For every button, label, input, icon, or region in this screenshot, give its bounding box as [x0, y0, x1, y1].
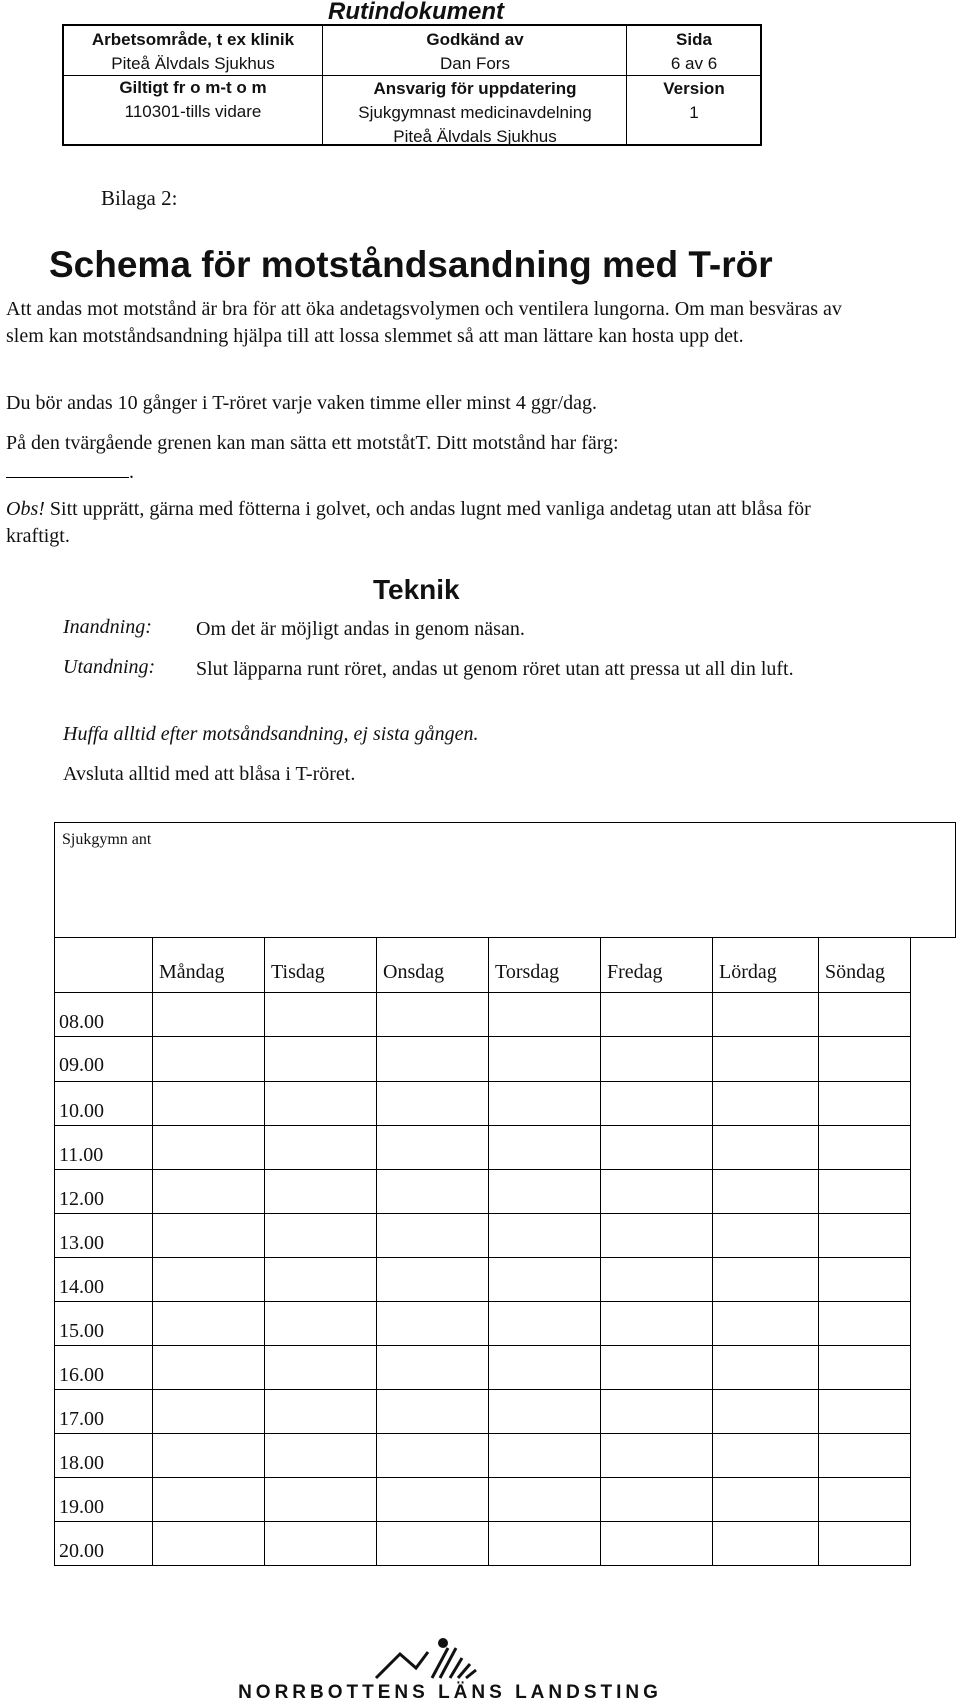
- schedule-cell[interactable]: [713, 1258, 819, 1302]
- responsible-value-1: Sjukgymnast medicinavdelning: [358, 103, 592, 122]
- schedule-cell[interactable]: [713, 1434, 819, 1478]
- schedule-cell[interactable]: [153, 993, 265, 1037]
- schedule-cell[interactable]: [601, 1302, 713, 1346]
- schedule-cell[interactable]: [265, 1390, 377, 1434]
- table-row: [55, 1434, 911, 1478]
- schedule-cell[interactable]: [601, 1214, 713, 1258]
- resistance-text: På den tvärgående grenen kan man sätta ett motståtT. Ditt motstånd har färg:: [6, 432, 619, 454]
- time-label: 19.00: [55, 1478, 153, 1522]
- inhale-text: Om det är möjligt andas in genom näsan.: [196, 618, 525, 640]
- schedule-cell[interactable]: [489, 1082, 601, 1126]
- logo-text: NORRBOTTENS LÄNS LANDSTING: [238, 1682, 662, 1703]
- schedule-cell[interactable]: [713, 1522, 819, 1566]
- day-header-5: Lördag: [713, 938, 819, 993]
- time-label: 12.00: [55, 1170, 153, 1214]
- valid-value: 110301-tills vidare: [124, 102, 262, 121]
- time-label: 08.00: [55, 993, 153, 1037]
- schedule-cell[interactable]: [153, 1390, 265, 1434]
- schedule-cell[interactable]: [153, 1434, 265, 1478]
- schedule-cell[interactable]: [153, 1082, 265, 1126]
- table-row: [55, 1390, 911, 1434]
- schedule-cell[interactable]: [601, 1522, 713, 1566]
- schedule-cell[interactable]: [601, 1082, 713, 1126]
- version-value: 1: [689, 103, 699, 122]
- time-label: 10.00: [55, 1082, 153, 1126]
- schedule-cell[interactable]: [377, 1478, 489, 1522]
- time-label: 14.00: [55, 1258, 153, 1302]
- finish-instruction: Avsluta alltid med att blåsa i T-röret.: [63, 763, 356, 785]
- physiotherapist-notes-box[interactable]: [54, 822, 956, 938]
- schedule-cell[interactable]: [377, 1390, 489, 1434]
- schedule-cell[interactable]: [601, 1390, 713, 1434]
- table-row: [55, 1082, 911, 1126]
- table-row: [55, 1522, 911, 1566]
- header-valid-cell: [64, 76, 322, 124]
- schedule-cell[interactable]: [601, 1434, 713, 1478]
- header-area-cell: [64, 28, 322, 76]
- schedule-cell[interactable]: [153, 1302, 265, 1346]
- color-blank-line: [6, 457, 129, 478]
- version-label: Version: [663, 79, 725, 98]
- page-title: Schema för motståndsandning med T-rör: [49, 244, 773, 285]
- schedule-cell[interactable]: [377, 1214, 489, 1258]
- schedule-cell[interactable]: [713, 1126, 819, 1170]
- schedule-cell[interactable]: [265, 1434, 377, 1478]
- schedule-cell[interactable]: [489, 1434, 601, 1478]
- schedule-cell[interactable]: [153, 1522, 265, 1566]
- schedule-cell[interactable]: [265, 1082, 377, 1126]
- resistance-end: .: [129, 461, 134, 483]
- document-type-title: Rutindokument: [328, 0, 504, 25]
- schedule-cell[interactable]: [601, 1037, 713, 1082]
- inhale-label: Inandning:: [63, 616, 152, 638]
- schedule-cell[interactable]: [265, 1258, 377, 1302]
- schedule-cell[interactable]: [265, 993, 377, 1037]
- schedule-cell[interactable]: [713, 993, 819, 1037]
- table-row: [55, 1214, 911, 1258]
- table-row: [55, 1037, 911, 1082]
- day-header-0: Måndag: [153, 938, 265, 993]
- schedule-cell[interactable]: [377, 1302, 489, 1346]
- schedule-body: [55, 993, 911, 1566]
- organization-logo: [200, 1634, 700, 1704]
- schedule-cell[interactable]: [377, 1522, 489, 1566]
- table-row: [55, 1126, 911, 1170]
- schedule-cell[interactable]: [153, 1170, 265, 1214]
- exhale-label: Utandning:: [63, 656, 156, 678]
- time-label: 18.00: [55, 1434, 153, 1478]
- table-row: [55, 1346, 911, 1390]
- schedule-cell[interactable]: [489, 1214, 601, 1258]
- table-row: [55, 1258, 911, 1302]
- schedule-cell[interactable]: [601, 1170, 713, 1214]
- time-label: 20.00: [55, 1522, 153, 1566]
- schedule-cell[interactable]: [153, 1478, 265, 1522]
- day-header-row: [55, 938, 911, 993]
- time-label: 11.00: [55, 1126, 153, 1170]
- schedule-cell[interactable]: [377, 1126, 489, 1170]
- page-value: 6 av 6: [670, 54, 718, 73]
- schedule-cell[interactable]: [489, 1302, 601, 1346]
- approved-label: Godkänd av: [426, 30, 524, 49]
- schedule-cell[interactable]: [489, 1390, 601, 1434]
- schedule-cell[interactable]: [601, 1478, 713, 1522]
- day-header-6: Söndag: [819, 938, 911, 993]
- schedule-cell[interactable]: [489, 1258, 601, 1302]
- schedule-cell[interactable]: [713, 1390, 819, 1434]
- schedule-cell[interactable]: [819, 1390, 911, 1434]
- schedule-cell[interactable]: [377, 1434, 489, 1478]
- schedule-cell[interactable]: [489, 1126, 601, 1170]
- schedule-cell[interactable]: [713, 1478, 819, 1522]
- schedule-cell[interactable]: [153, 1126, 265, 1170]
- area-value: Piteå Älvdals Sjukhus: [111, 54, 275, 73]
- schedule-cell[interactable]: [377, 1258, 489, 1302]
- schedule-cell[interactable]: [377, 1346, 489, 1390]
- schedule-cell[interactable]: [819, 1522, 911, 1566]
- schedule-cell[interactable]: [377, 993, 489, 1037]
- schedule-cell[interactable]: [713, 1170, 819, 1214]
- page-label: Sida: [676, 30, 712, 49]
- area-label: Arbetsområde, t ex klinik: [91, 30, 295, 49]
- corner-cell: [55, 938, 153, 993]
- schedule-cell[interactable]: [819, 1170, 911, 1214]
- schedule-cell[interactable]: [713, 1037, 819, 1082]
- frequency-paragraph: Du bör andas 10 gånger i T-röret varje vaken timme eller minst 4 ggr/dag.: [6, 392, 597, 414]
- schedule-cell[interactable]: [153, 1214, 265, 1258]
- obs-label: Obs!: [6, 498, 45, 520]
- responsible-value-2: Piteå Älvdals Sjukhus: [393, 127, 557, 146]
- schedule-cell[interactable]: [819, 1434, 911, 1478]
- schedule-cell[interactable]: [713, 1346, 819, 1390]
- schedule-cell[interactable]: [819, 1258, 911, 1302]
- schedule-cell[interactable]: [819, 1302, 911, 1346]
- schedule-cell[interactable]: [265, 1346, 377, 1390]
- schedule-cell[interactable]: [713, 1082, 819, 1126]
- schedule-cell[interactable]: [265, 1302, 377, 1346]
- schedule-cell[interactable]: [819, 1126, 911, 1170]
- schedule-cell[interactable]: [489, 1478, 601, 1522]
- huffa-instruction: Huffa alltid efter motsåndsandning, ej sista gången.: [63, 723, 479, 745]
- schedule-cell[interactable]: [601, 993, 713, 1037]
- technique-heading: Teknik: [373, 574, 460, 605]
- schedule-cell[interactable]: [377, 1037, 489, 1082]
- weekly-schedule-table: [54, 937, 911, 1566]
- schedule-cell[interactable]: [819, 1082, 911, 1126]
- schedule-cell[interactable]: [601, 1258, 713, 1302]
- approved-value: Dan Fors: [440, 54, 510, 73]
- header-col3: [626, 26, 761, 144]
- obs-paragraph: [6, 496, 846, 550]
- schedule-cell[interactable]: [819, 1037, 911, 1082]
- schedule-cell[interactable]: [601, 1346, 713, 1390]
- time-label: 16.00: [55, 1346, 153, 1390]
- table-row: [55, 1302, 911, 1346]
- schedule-cell[interactable]: [713, 1302, 819, 1346]
- schedule-cell[interactable]: [819, 1214, 911, 1258]
- schedule-cell[interactable]: [265, 1214, 377, 1258]
- logo-mark-icon: [200, 1634, 700, 1682]
- day-header-1: Tisdag: [265, 938, 377, 993]
- schedule-cell[interactable]: [265, 1037, 377, 1082]
- appendix-label: Bilaga 2:: [101, 186, 178, 210]
- table-row: [55, 993, 911, 1037]
- schedule-cell[interactable]: [265, 1170, 377, 1214]
- day-header-4: Fredag: [601, 938, 713, 993]
- document-header-table: [62, 24, 762, 146]
- schedule-cell[interactable]: [265, 1522, 377, 1566]
- time-label: 17.00: [55, 1390, 153, 1434]
- schedule-cell[interactable]: [265, 1478, 377, 1522]
- notes-label: Sjukgymn ant: [62, 831, 152, 848]
- schedule-cell[interactable]: [819, 1346, 911, 1390]
- schedule-cell[interactable]: [377, 1082, 489, 1126]
- resistance-paragraph: [6, 430, 846, 486]
- schedule-cell[interactable]: [265, 1126, 377, 1170]
- intro-paragraph: Att andas mot motstånd är bra för att öka andetagsvolymen och ventilera lungorna. Om man besväras av slem kan motståndsandning hjälpa till att lossa slemmet så att man lättare kan hosta upp det.: [6, 298, 842, 347]
- day-header-2: Onsdag: [377, 938, 489, 993]
- schedule-cell[interactable]: [819, 1478, 911, 1522]
- schedule-cell[interactable]: [713, 1214, 819, 1258]
- responsible-label: Ansvarig för uppdatering: [373, 79, 577, 98]
- schedule-cell[interactable]: [153, 1037, 265, 1082]
- table-row: [55, 1170, 911, 1214]
- schedule-cell[interactable]: [489, 1346, 601, 1390]
- header-col2: [322, 26, 627, 144]
- schedule-cell[interactable]: [153, 1258, 265, 1302]
- schedule-cell[interactable]: [153, 1346, 265, 1390]
- day-header-3: Torsdag: [489, 938, 601, 993]
- schedule-cell[interactable]: [601, 1126, 713, 1170]
- schedule-cell[interactable]: [489, 1170, 601, 1214]
- schedule-cell[interactable]: [819, 993, 911, 1037]
- time-label: 09.00: [55, 1037, 153, 1082]
- time-label: 13.00: [55, 1214, 153, 1258]
- time-label: 15.00: [55, 1302, 153, 1346]
- valid-label: Giltigt fr o m-t o m: [119, 78, 267, 97]
- schedule-cell[interactable]: [377, 1170, 489, 1214]
- schedule-cell[interactable]: [489, 993, 601, 1037]
- schedule-cell[interactable]: [489, 1037, 601, 1082]
- table-row: [55, 1478, 911, 1522]
- exhale-text: Slut läpparna runt röret, andas ut genom röret utan att pressa ut all din luft.: [196, 658, 794, 680]
- obs-text: Sitt upprätt, gärna med fötterna i golvet, och andas lugnt med vanliga andetag utan att blåsa för kraftigt.: [6, 498, 811, 547]
- schedule-cell[interactable]: [489, 1522, 601, 1566]
